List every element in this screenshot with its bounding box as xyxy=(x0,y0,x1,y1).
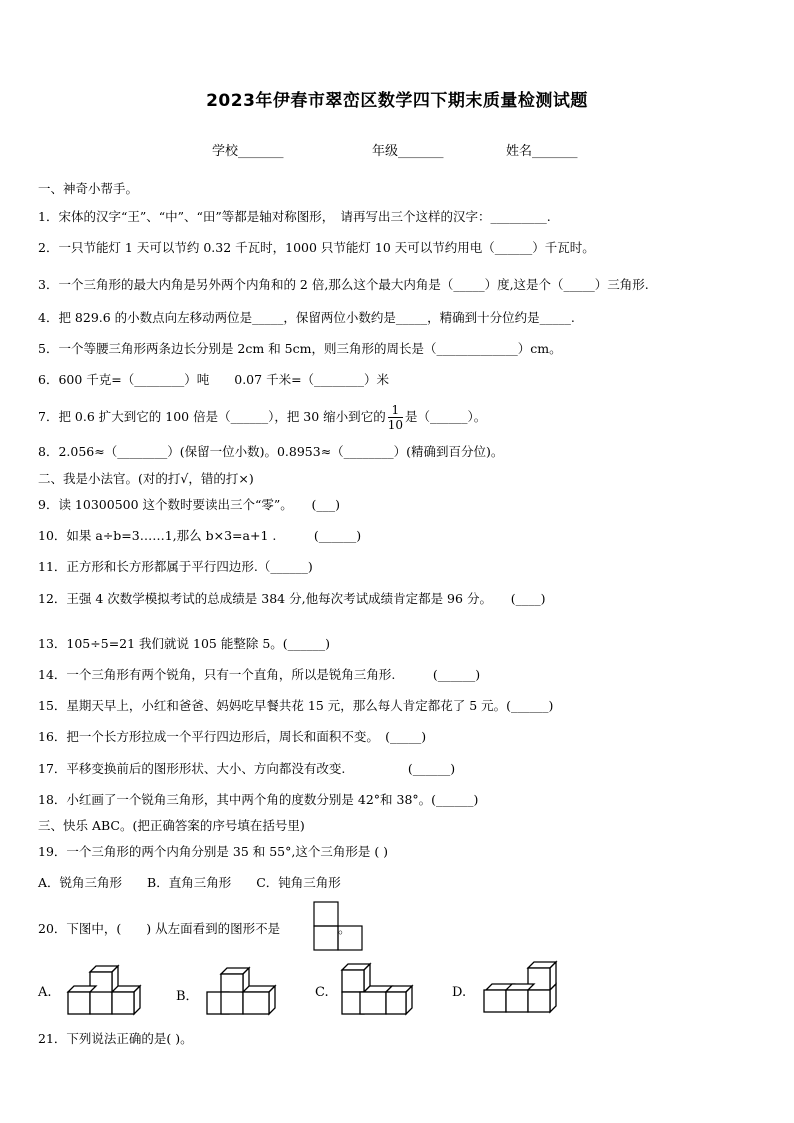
option-c-label: C. xyxy=(315,985,329,1000)
question-8: 8．2.056≈（________）(保留一位小数)。0.8953≈（________）(精确到百分位)。 xyxy=(38,444,504,459)
question-19-options: A．锐角三角形 B．直角三角形 C．钝角三角形 xyxy=(38,875,341,890)
question-21: 21．下列说法正确的是( )。 xyxy=(38,1031,193,1046)
question-18: 18．小红画了一个锐角三角形，其中两个角的度数分别是 42°和 38°。(______) xyxy=(38,792,479,807)
fraction-one-tenth xyxy=(388,403,403,432)
question-20-text: 20．下图中，( ) 从左面看到的图形不是 xyxy=(38,921,281,936)
section-2-heading: 二、我是小法官。(对的打√，错的打×) xyxy=(38,471,254,486)
option-d-cubes-figure xyxy=(480,962,560,1016)
fraction-denominator: 10 xyxy=(387,418,403,432)
question-13: 13．105÷5=21 我们就说 105 能整除 5。(______) xyxy=(38,636,331,651)
question-7 xyxy=(38,400,486,434)
question-16: 16．把一个长方形拉成一个平行四边形后，周长和面积不变。 (_____) xyxy=(38,729,427,744)
name-field: 姓名_______ xyxy=(506,144,578,159)
grade-field: 年级_______ xyxy=(372,144,444,159)
option-d-label: D. xyxy=(452,985,467,1000)
page-title: 2023年伊春市翠峦区数学四下期末质量检测试题 xyxy=(206,91,588,111)
q20-reference-figure xyxy=(314,902,364,954)
school-field: 学校_______ xyxy=(212,144,284,159)
option-b-label: B． xyxy=(176,989,199,1004)
option-c-cubes-figure xyxy=(338,962,414,1016)
question-4: 4．把 829.6 的小数点向左移动两位是_____，保留两位小数约是_____，精确到十分位约是_____. xyxy=(38,310,575,325)
option-b-cubes-figure xyxy=(205,966,279,1016)
question-3: 3．一个三角形的最大内角是另外两个内角和的 2 倍,那么这个最大内角是（_____）度,这是个（_____）三角形. xyxy=(38,277,649,292)
option-a-label: A. xyxy=(38,985,52,1000)
fraction-numerator: 1 xyxy=(388,403,403,418)
question-10: 10．如果 a÷b=3……1,那么 b×3=a+1 . (______) xyxy=(38,528,362,543)
question-6: 6．600 千克=（________）吨 0.07 千米=（________）米 xyxy=(38,372,390,387)
question-11: 11．正方形和长方形都属于平行四边形.（______) xyxy=(38,559,313,574)
section-1-heading: 一、神奇小帮手。 xyxy=(38,181,139,196)
question-19: 19．一个三角形的两个内角分别是 35 和 55°,这个三角形是 ( ) xyxy=(38,844,389,859)
question-2: 2．一只节能灯 1 天可以节约 0.32 千瓦时，1000 只节能灯 10 天可以节约用电（______）千瓦时。 xyxy=(38,240,595,255)
question-7-text-a: 7．把 0.6 扩大到它的 100 倍是（______），把 30 缩小到它的 xyxy=(38,409,386,424)
option-a-cubes-figure xyxy=(66,962,140,1016)
question-20 xyxy=(38,920,351,938)
question-7-text-b: 是（______）。 xyxy=(404,409,487,424)
question-5: 5．一个等腰三角形两条边长分别是 2cm 和 5cm，则三角形的周长是（_____________）cm。 xyxy=(38,341,562,356)
section-3-heading: 三、快乐 ABC。(把正确答案的序号填在括号里) xyxy=(38,818,305,833)
question-15: 15．星期天早上，小红和爸爸、妈妈吃早餐共花 15 元，那么每人肯定都花了 5 元。(______) xyxy=(38,698,554,713)
question-1: 1．宋体的汉字“王”、“中”、“田”等都是轴对称图形， 请再写出三个这样的汉字：_________. xyxy=(38,209,551,224)
question-14: 14．一个三角形有两个锐角，只有一个直角，所以是锐角三角形. (______) xyxy=(38,667,481,682)
question-9: 9．读 10300500 这个数时要读出三个“零”。 (___) xyxy=(38,497,341,512)
question-12: 12．王强 4 次数学模拟考试的总成绩是 384 分,他每次考试成绩肯定都是 96 分。 (____) xyxy=(38,591,546,606)
question-17: 17．平移变换前后的图形形状、大小、方向都没有改变. (______) xyxy=(38,761,456,776)
question-20-end: 。 xyxy=(338,921,351,936)
